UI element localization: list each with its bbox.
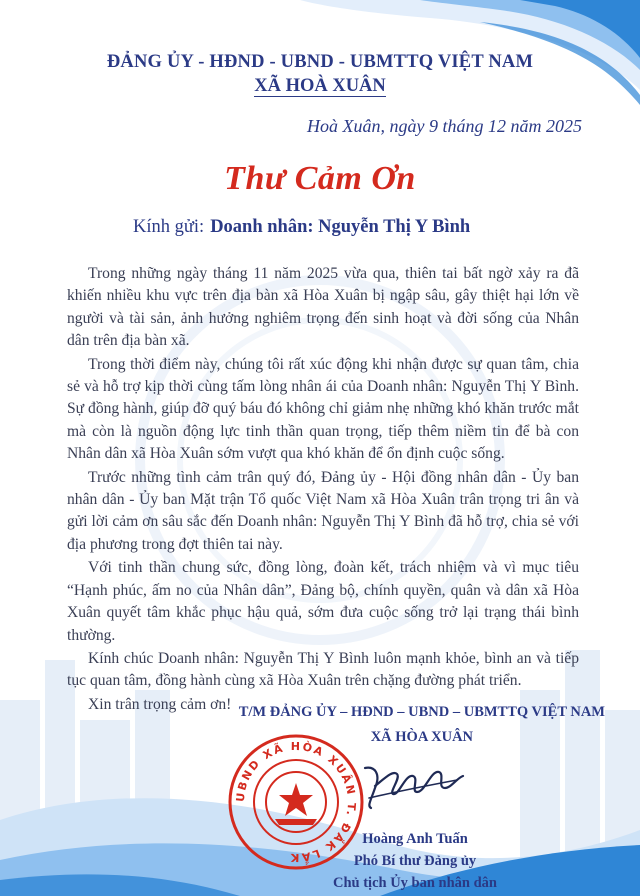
signature-commune: XÃ HÒA XUÂN	[370, 729, 474, 745]
issuing-organizations: ĐẢNG ỦY - HĐND - UBND - UBMTTQ VIỆT NAM	[106, 52, 534, 72]
letter-header	[0, 52, 640, 97]
greeting-line	[133, 217, 470, 238]
signer-block	[300, 828, 530, 894]
commune-name: XÃ HOÀ XUÂN	[254, 76, 386, 96]
stamp-ring-text: UBND XÃ HÒA XUÂN T. ĐẮK LẮK	[233, 739, 359, 865]
body-paragraph: Với tinh thần chung sức, đồng lòng, đoàn kết, trách nhiệm và vì mục tiêu “Hạnh phúc, ấm no của Nhân dân”, Đảng bộ, chính quyền, quân và dân xã Hòa Xuân quyết tâm khắc phục hậu quả, sớm đưa cuộc sống trở lại trạng thái bình thường.	[67, 559, 579, 644]
body-paragraph: Trong thời điểm này, chúng tôi rất xúc động khi nhận được sự quan tâm, chia sẻ và hỗ trợ kịp thời cùng tấm lòng nhân ái của Doanh nhân: Nguyễn Thị Y Bình. Sự đồng hành, giúp đỡ quý báu đó không chỉ giảm nhẹ những khó khăn trước mắt mà còn là nguồn động lực tinh thần quan trọng, tiếp thêm niềm tin để bà con Nhân dân xã Hòa Xuân sớm vượt qua khó khăn để ổn định cuộc sống.	[67, 355, 579, 463]
signer-title: Chủ tịch Ủy ban nhân dân	[332, 875, 497, 891]
body-paragraph: Kính chúc Doanh nhân: Nguyễn Thị Y Bình luôn mạnh khỏe, bình an và tiếp tục quan tâm, đồng hành cùng xã Hòa Xuân trên chặng đường phát triển.	[67, 649, 579, 690]
on-behalf-line: T/M ĐẢNG ỦY – HĐND – UBND – UBMTTQ VIỆT NAM	[238, 704, 605, 720]
place-date: Hoà Xuân, ngày 9 tháng 12 năm 2025	[307, 116, 582, 136]
letter-title: Thư Cảm Ơn	[224, 160, 416, 197]
body-paragraph: Trước những tình cảm trân quý đó, Đảng ủy - Hội đồng nhân dân - Ủy ban nhân dân - Ủy ban Mặt trận Tổ quốc Việt Nam xã Hòa Xuân trân trọng tri ân và gửi lời cảm ơn sâu sắc đến Doanh nhân: Nguyễn Thị Y Bình đã hỗ trợ, chia sẻ với địa phương trong đợt thiên tai này.	[67, 468, 579, 553]
greeting-label: Kính gửi:	[133, 217, 205, 237]
body-paragraph: Xin trân trọng cảm ơn!	[88, 695, 232, 713]
handwritten-signature	[345, 748, 475, 818]
body-paragraph: Trong những ngày tháng 11 năm 2025 vừa qua, thiên tai bất ngờ xảy ra đã khiến nhiều khu vực trên địa bàn xã Hòa Xuân bị ngập sâu, gây thiệt hại lớn về người và tài sản, ảnh hưởng nghiêm trọng đến sinh hoạt và đời sống của Nhân dân trên địa bàn xã.	[67, 265, 579, 350]
recipient-name: Doanh nhân: Nguyễn Thị Y Bình	[210, 217, 471, 237]
signer-name: Hoàng Anh Tuấn	[362, 831, 468, 847]
letter-body	[67, 263, 579, 717]
signer-title: Phó Bí thư Đảng ủy	[353, 853, 477, 869]
